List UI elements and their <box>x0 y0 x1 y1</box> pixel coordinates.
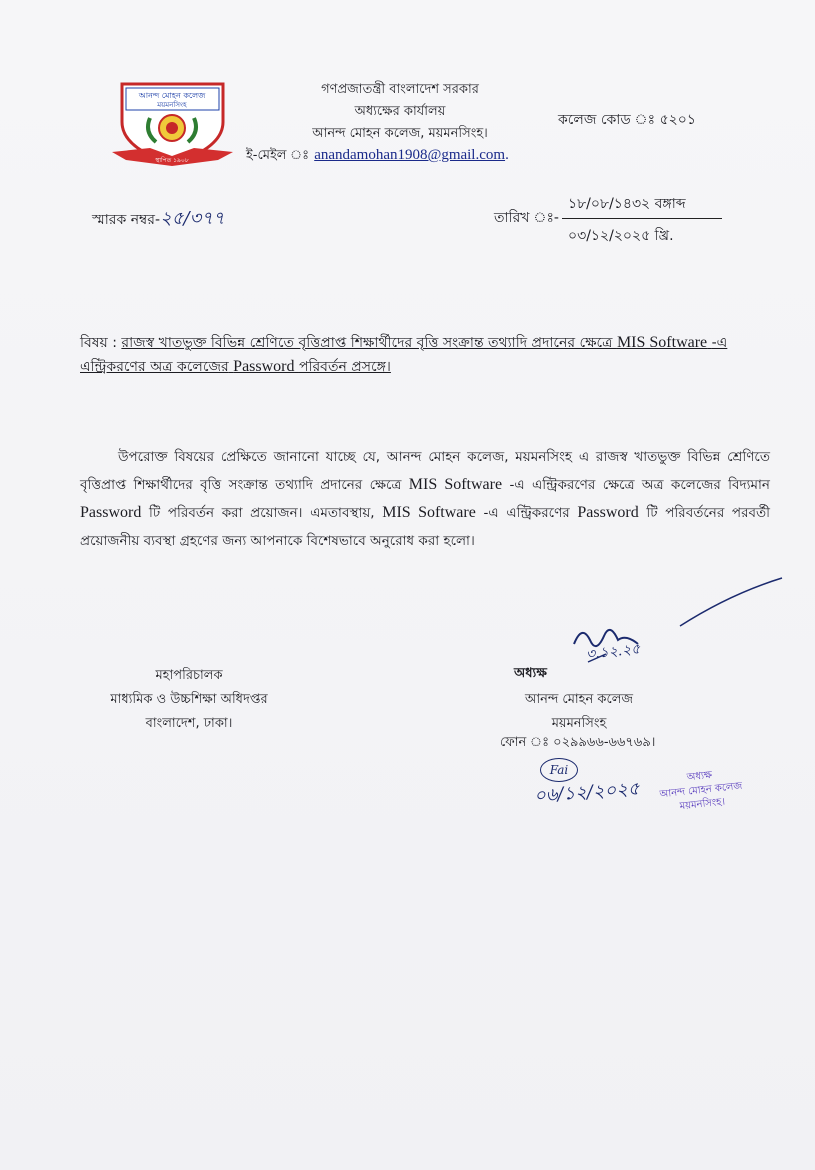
body-part1: উপরোক্ত বিষয়ের প্রেক্ষিতে জানানো যাচ্ছে যে, আনন্দ মোহন কলেজ, ময়মনসিংহ এ রাজস্ব খাতভুক্ত বিভিন্ন শ্রেণিতে বৃত্তিপ্রাপ্ত শিক্ষার্থীদের বৃত্তি সংক্রান্ত তথ্যাদি প্রদানের ক্ষেত্রে <box>80 449 770 493</box>
stamp-line3: ময়মনসিংহ। <box>679 796 726 813</box>
logo-sub-text: ময়মনসিংহ <box>157 101 187 109</box>
subject-password: Password <box>233 358 295 375</box>
subject-mis: MIS Software <box>616 334 708 351</box>
body-password1: Password <box>80 504 142 521</box>
body-mis2: MIS Software <box>382 504 476 521</box>
signatory-phone: ফোন ঃ ০২৯৯৬৬-৬৬৭৬৯। <box>500 735 656 750</box>
stamp-line1: অধ্যক্ষ <box>686 769 713 784</box>
govt-line: গণপ্রজাতন্ত্রী বাংলাদেশ সরকার <box>321 82 479 97</box>
stamp-line2: আনন্দ মোহন কলেজ <box>659 780 743 801</box>
subject-part1: রাজস্ব খাতভুক্ত বিভিন্ন শ্রেণিতে বৃত্তিপ্রাপ্ত শিক্ষার্থীদের বৃত্তি সংক্রান্ত তথ্যাদি প্রদানের ক্ষেত্রে <box>121 335 613 351</box>
email-link[interactable]: anandamohan1908@gmail.com <box>314 147 506 163</box>
initials-mark: Fai <box>540 758 578 782</box>
principal-stamp <box>644 764 758 817</box>
logo-top-text: আনন্দ মোহন কলেজ <box>138 91 206 100</box>
recipient-block <box>84 664 294 736</box>
signatory-title: অধ্যক্ষ <box>514 666 547 681</box>
subject-label: বিষয় : <box>80 335 117 351</box>
subject-text <box>80 335 727 375</box>
email-label: ই-মেইল ঃ <box>246 148 310 163</box>
body-part4: -এ এন্ট্রিকরণের <box>483 505 570 521</box>
college-code: কলেজ কোড ঃ ৫২০১ <box>558 112 696 128</box>
recipient-line2: মাধ্যমিক ও উচ্চশিক্ষা অধিদপ্তর <box>110 692 268 707</box>
body-paragraph <box>80 443 770 555</box>
body-part2: -এ এন্ট্রিকরণের ক্ষেত্রে অত্র কলেজের বিদ্যমান <box>509 477 770 493</box>
subject <box>80 331 760 379</box>
signature-date: ৩.১২.২৫ <box>585 641 642 663</box>
body-mis1: MIS Software <box>408 476 503 493</box>
date-label: তারিখ ঃ- <box>494 210 559 226</box>
body-part5: টি পরিবর্তনের পরবর্তী প্রয়োজনীয় ব্যবস্থা গ্রহণের জন্য আপনাকে বিশেষভাবে অনুরোধ করা হলো। <box>80 505 771 549</box>
subject-part3: পরিবর্তন প্রসঙ্গে। <box>298 359 391 375</box>
date-divider <box>562 218 722 219</box>
college-line: আনন্দ মোহন কলেজ, ময়মনসিংহ। <box>312 126 488 141</box>
body-part3: টি পরিবর্তন করা প্রয়োজন। এমতাবস্থায়, <box>149 505 375 521</box>
memo-number <box>92 204 225 235</box>
date-english: ০৩/১২/২০২৫ খ্রি. <box>568 228 674 244</box>
office-line: অধ্যক্ষের কার্যালয় <box>354 104 446 119</box>
memo-handwritten: ২৫/৩৭৭ <box>160 208 225 229</box>
recipient-line3: বাংলাদেশ, ঢাকা। <box>145 716 233 731</box>
email-row <box>246 144 509 167</box>
body-password2: Password <box>577 504 639 521</box>
subject-part2: -এ এন্ট্রিকরণের অত্র কলেজের <box>80 335 728 375</box>
logo-ribbon-text: স্থাপিত ১৯০৮ <box>155 157 189 164</box>
email-trail: . <box>505 147 509 163</box>
signatory-line1: আনন্দ মোহন কলেজ <box>524 692 634 707</box>
handwritten-date: ০৬/১২/২০২৫ <box>533 778 641 807</box>
signatory-line2: ময়মনসিংহ <box>551 716 607 731</box>
recipient-line1: মহাপরিচালক <box>155 668 223 683</box>
signatory-block <box>494 688 664 736</box>
memo-label: স্মারক নম্বর- <box>92 212 161 228</box>
date-bangla: ১৮/০৮/১৪৩২ বঙ্গাব্দ <box>568 196 686 212</box>
college-logo <box>110 78 235 170</box>
